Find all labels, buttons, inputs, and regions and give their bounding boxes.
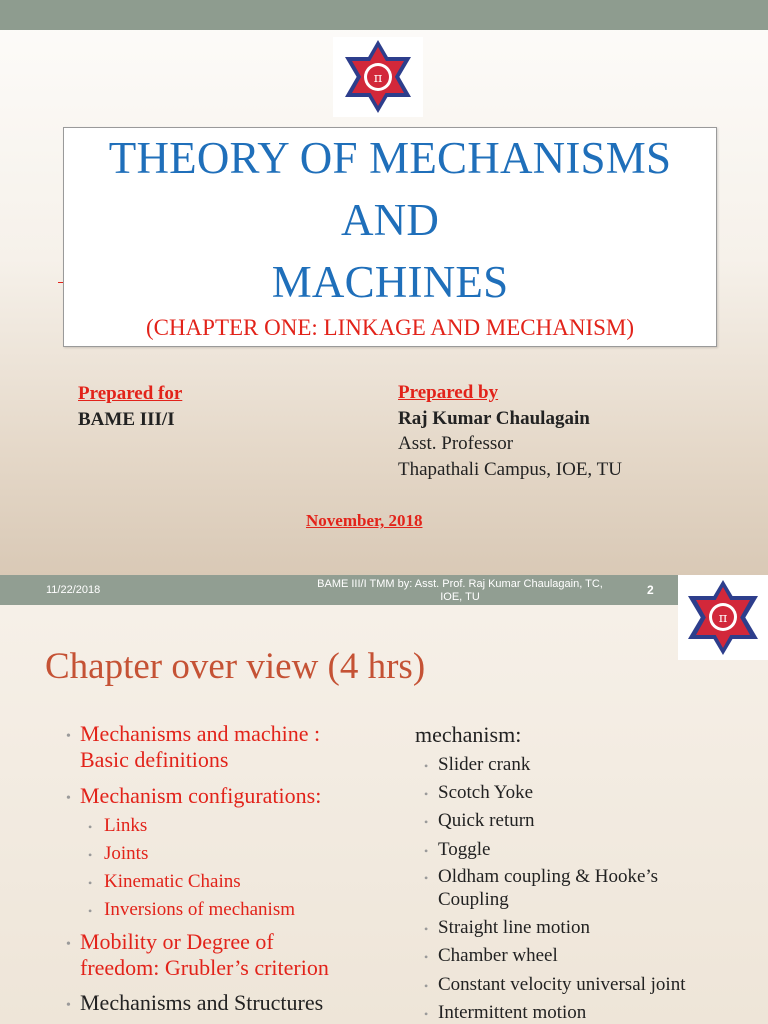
list-item-line: Mechanisms and machine :: [80, 721, 321, 746]
top-bar: [0, 0, 768, 30]
right-heading: mechanism:: [415, 722, 522, 747]
right-list-item: Oldham coupling & Hooke’s: [438, 866, 659, 887]
author-affiliation: Thapathali Campus, IOE, TU: [398, 459, 622, 480]
overview-slide: Chapter over view (4 hrs) • Mechanisms and machine : Basic definitions • Mechanism configurations: • Links • Joints • Kinematic Chains • Inversions of mechanism • Mobility or Degree of freedom: Grubler’s criterion • Mechanisms and Structures mechanism: • Slider crank • Scotch Yoke • Quick return • Toggle • Oldham coupling & Hooke’s Coupling • Straight line motion • Chamber wheel • Constant velocity universal joint • Intermittent motion: [0, 605, 768, 1024]
page-number: 2: [647, 583, 654, 597]
footer-date: 11/22/2018: [46, 584, 101, 596]
footer-credit-line-1: BAME III/I TMM by: Asst. Prof. Raj Kumar Chaulagain, TC,: [317, 578, 603, 590]
prepared-for-value: BAME III/I: [78, 409, 175, 430]
slide-heading: Chapter over view (4 hrs): [45, 646, 426, 687]
svg-text:π: π: [718, 611, 728, 626]
author-title: Asst. Professor: [398, 433, 514, 454]
title-box: [63, 127, 717, 347]
prepared-by-label: Prepared by: [398, 382, 499, 403]
right-list-item: Constant velocity universal joint: [438, 974, 686, 995]
right-list-item: Quick return: [438, 810, 535, 831]
right-list-item: Intermittent motion: [438, 1002, 587, 1023]
prepared-for-label: Prepared for: [78, 383, 183, 404]
list-item: Mechanisms and Structures: [80, 990, 324, 1015]
list-item: Mechanism configurations:: [80, 783, 322, 808]
university-logo-small: [678, 575, 768, 660]
list-item-line: Basic definitions: [80, 747, 229, 772]
title-line-1: THEORY OF MECHANISMS: [108, 133, 672, 183]
footer-credit-line-2: IOE, TU: [440, 591, 480, 603]
right-list-item: Chamber wheel: [438, 945, 558, 966]
right-list-item: Straight line motion: [438, 917, 590, 938]
right-list-item: Scotch Yoke: [438, 782, 534, 803]
title-line-3: MACHINES: [271, 257, 509, 307]
list-item-line: freedom: Grubler’s criterion: [80, 955, 329, 980]
right-list-item: Toggle: [438, 839, 491, 860]
footer-bar: [0, 575, 768, 605]
list-item: [80, 721, 320, 773]
subtitle: (CHAPTER ONE: LINKAGE AND MECHANISM): [145, 315, 635, 340]
footer-credit: [290, 578, 630, 604]
title-line-2: AND: [340, 195, 440, 245]
list-item: [80, 929, 329, 981]
right-list-item-continued: Coupling: [438, 889, 509, 910]
university-logo: [333, 37, 423, 117]
sub-list-item: Kinematic Chains: [104, 871, 241, 892]
sub-list-item: Links: [104, 815, 148, 836]
sub-list-item: Joints: [104, 843, 149, 864]
sub-list-item: Inversions of mechanism: [104, 899, 296, 920]
list-item-line: Mobility or Degree of: [80, 929, 274, 954]
author-name: Raj Kumar Chaulagain: [398, 408, 590, 429]
date-text: November, 2018: [306, 511, 423, 530]
right-list-item: Slider crank: [438, 754, 531, 775]
svg-text:π: π: [373, 71, 383, 86]
